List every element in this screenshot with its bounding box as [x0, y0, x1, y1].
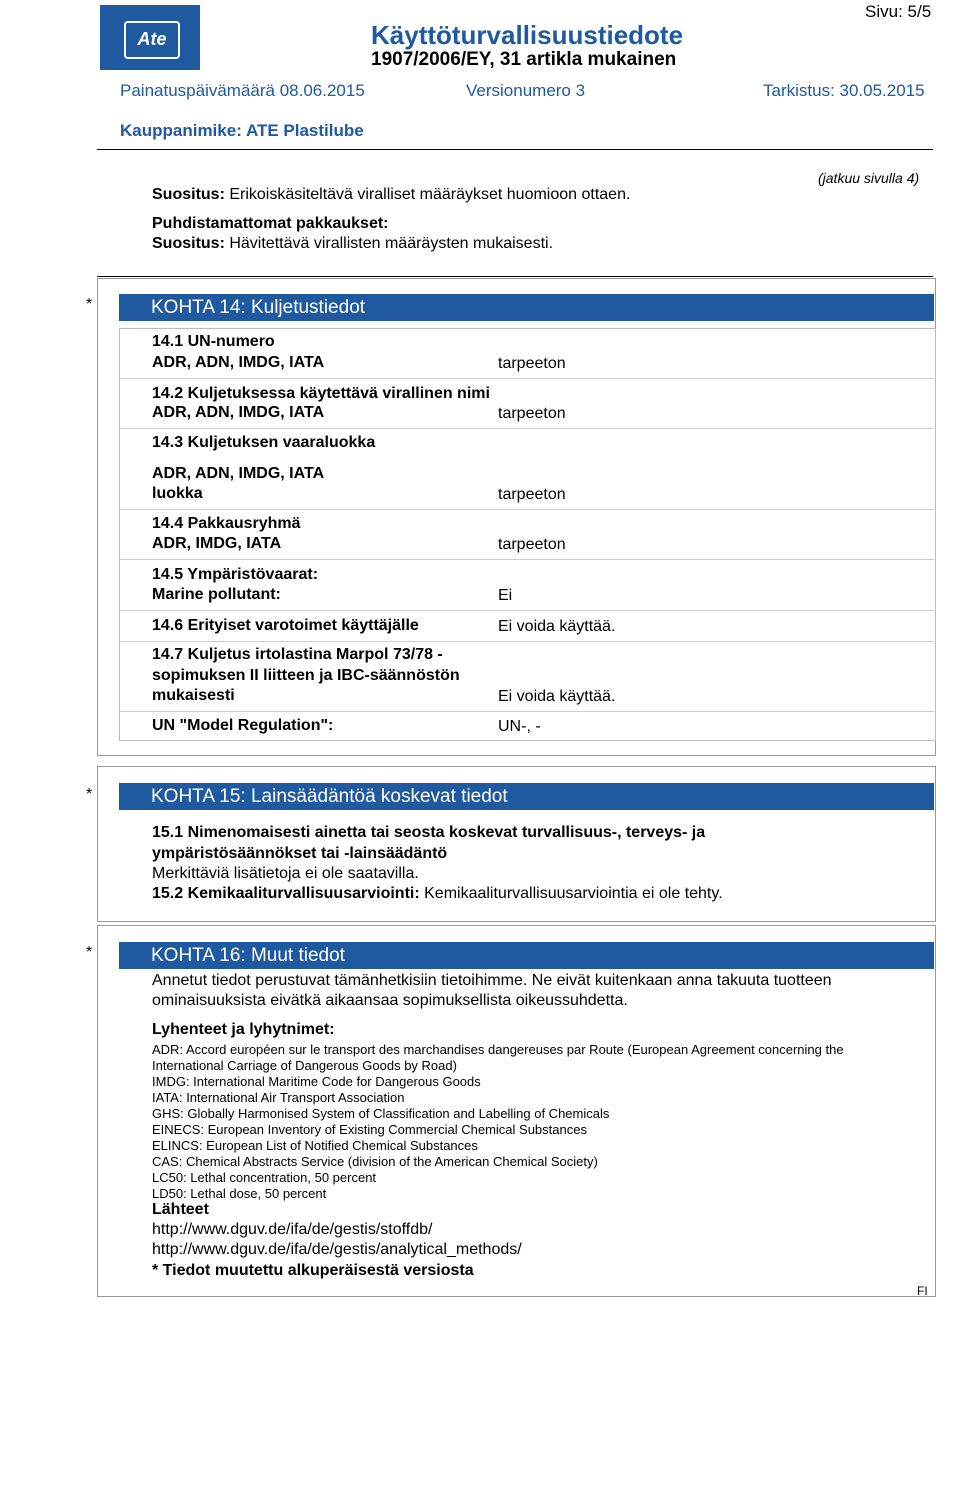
abbreviation-item: IATA: International Air Transport Association — [152, 1090, 405, 1105]
chemical-safety-assessment-text: Kemikaaliturvallisuusarviointia ei ole tehty. — [424, 885, 723, 902]
recommendation-1-label: Suositus: — [152, 186, 225, 203]
abbreviation-item: GHS: Globally Harmonised System of Classification and Labelling of Chemicals — [152, 1106, 610, 1121]
recommendation-1-text: Erikoiskäsiteltävä viralliset määräykset huomioon ottaen. — [229, 186, 631, 203]
chemical-safety-assessment-label: 15.2 Kemikaaliturvallisuusarviointi: — [152, 885, 420, 902]
un-number-value: tarpeeton — [498, 355, 566, 372]
language-code: FI — [917, 1284, 928, 1298]
hazard-class-label: ADR, ADN, IMDG, IATA — [152, 465, 325, 482]
bulk-transport-value: Ei voida käyttää. — [498, 688, 616, 705]
un-model-regulation-value: UN-, - — [498, 718, 541, 735]
bulk-transport-heading-line2: sopimuksen II liitteen ja IBC-säännöstön — [152, 667, 460, 684]
sources-heading: Lähteet — [152, 1201, 209, 1218]
shipping-name-label: ADR, ADN, IMDG, IATA — [152, 404, 325, 421]
row-divider — [120, 711, 934, 712]
un-number-label: ADR, ADN, IMDG, IATA — [152, 354, 325, 371]
chemical-safety-assessment — [152, 885, 723, 903]
hazard-class-value: tarpeeton — [498, 486, 566, 503]
abbreviations-heading: Lyhenteet ja lyhytnimet: — [152, 1021, 335, 1038]
recommendation-2-text: Hävitettävä virallisten määräysten mukaisesti. — [229, 235, 554, 252]
un-number-heading: 14.1 UN-numero — [152, 333, 275, 350]
change-marker-14: * — [86, 296, 93, 313]
row-divider — [120, 641, 934, 642]
packaging-heading: Puhdistamattomat pakkaukset: — [152, 215, 389, 232]
logo-frame — [124, 21, 180, 59]
page-number: Sivu: 5/5 — [865, 2, 932, 21]
disclaimer-line1: Annetut tiedot perustuvat tämänhetkisiin tietoihimme. Ne eivät kuitenkaan anna takuuta tuotteen — [152, 972, 832, 989]
disclaimer-line2: ominaisuuksista eivätkä aikaansaa sopimuksellista oikeussuhdetta. — [152, 992, 628, 1009]
bulk-transport-heading-line1: 14.7 Kuljetus irtolastina Marpol 73/78 - — [152, 646, 443, 663]
document-title: Käyttöturvallisuustiedote — [371, 20, 684, 50]
abbreviation-item: IMDG: International Maritime Code for Dangerous Goods — [152, 1074, 481, 1089]
recommendation-2 — [152, 235, 553, 253]
print-date: Painatuspäivämäärä 08.06.2015 — [120, 81, 365, 100]
section-14-title: KOHTA 14: Kuljetustiedot — [119, 294, 934, 321]
marine-pollutant-value: Ei — [498, 587, 513, 604]
recommendation-2-label: Suositus: — [152, 235, 225, 252]
logo-text: Ate — [137, 29, 167, 49]
top-divider — [97, 276, 933, 277]
abbreviation-item: ADR: Accord européen sur le transport des marchandises dangereuses par Route (European Agreement concerning the — [152, 1042, 844, 1057]
header-divider — [97, 149, 933, 150]
special-precautions-heading: 14.6 Erityiset varotoimet käyttäjälle — [152, 617, 419, 634]
marine-pollutant-label: Marine pollutant: — [152, 586, 281, 603]
trade-name: Kauppanimike: ATE Plastilube — [120, 121, 364, 140]
abbreviation-item: EINECS: European Inventory of Existing Commercial Chemical Substances — [152, 1122, 587, 1137]
shipping-name-heading: 14.2 Kuljetuksessa käytettävä virallinen nimi — [152, 385, 490, 402]
bulk-transport-heading-line3: mukaisesti — [152, 687, 235, 704]
abbreviation-item: CAS: Chemical Abstracts Service (division of the American Chemical Society) — [152, 1154, 598, 1169]
revision-date: Tarkistus: 30.05.2015 — [763, 81, 925, 100]
regulations-text: Merkittäviä lisätietoja ei ole saatavilla. — [152, 865, 419, 882]
un-model-regulation-label: UN "Model Regulation": — [152, 717, 334, 734]
abbreviation-item: ELINCS: European List of Notified Chemical Substances — [152, 1138, 478, 1153]
packing-group-value: tarpeeton — [498, 536, 566, 553]
source-link[interactable]: http://www.dguv.de/ifa/de/gestis/analytical_methods/ — [152, 1241, 522, 1258]
environmental-heading: 14.5 Ympäristövaarat: — [152, 566, 319, 583]
packing-group-label: ADR, IMDG, IATA — [152, 535, 282, 552]
regulations-heading-line1: 15.1 Nimenomaisesti ainetta tai seosta koskevat turvallisuus-, terveys- ja — [152, 824, 706, 841]
source-link[interactable]: http://www.dguv.de/ifa/de/gestis/stoffdb/ — [152, 1221, 433, 1238]
ate-logo — [100, 5, 200, 70]
version-number: Versionumero 3 — [466, 81, 586, 100]
abbreviation-item: LD50: Lethal dose, 50 percent — [152, 1186, 327, 1201]
change-marker-15: * — [86, 786, 93, 803]
section-16-title: KOHTA 16: Muut tiedot — [119, 942, 934, 969]
regulations-heading-line2: ympäristösäännökset tai -lainsäädäntö — [152, 845, 448, 862]
packing-group-heading: 14.4 Pakkausryhmä — [152, 515, 301, 532]
hazard-class-sublabel: luokka — [152, 485, 203, 502]
shipping-name-value: tarpeeton — [498, 405, 566, 422]
continued-note: (jatkuu sivulla 4) — [818, 170, 920, 186]
row-divider — [120, 428, 934, 429]
recommendation-1 — [152, 186, 630, 204]
section-15-title: KOHTA 15: Lainsäädäntöä koskevat tiedot — [119, 783, 934, 810]
abbreviation-item: LC50: Lethal concentration, 50 percent — [152, 1170, 377, 1185]
document-subtitle: 1907/2006/EY, 31 artikla mukainen — [371, 49, 677, 70]
hazard-class-heading: 14.3 Kuljetuksen vaaraluokka — [152, 434, 376, 451]
changes-note: * Tiedot muutettu alkuperäisestä versiosta — [152, 1262, 474, 1279]
row-divider — [120, 509, 934, 510]
change-marker-16: * — [86, 944, 93, 961]
special-precautions-value: Ei voida käyttää. — [498, 618, 616, 635]
row-divider — [120, 559, 934, 560]
row-divider — [120, 610, 934, 611]
abbreviation-item: International Carriage of Dangerous Goods by Road) — [152, 1058, 457, 1073]
row-divider — [120, 378, 934, 379]
